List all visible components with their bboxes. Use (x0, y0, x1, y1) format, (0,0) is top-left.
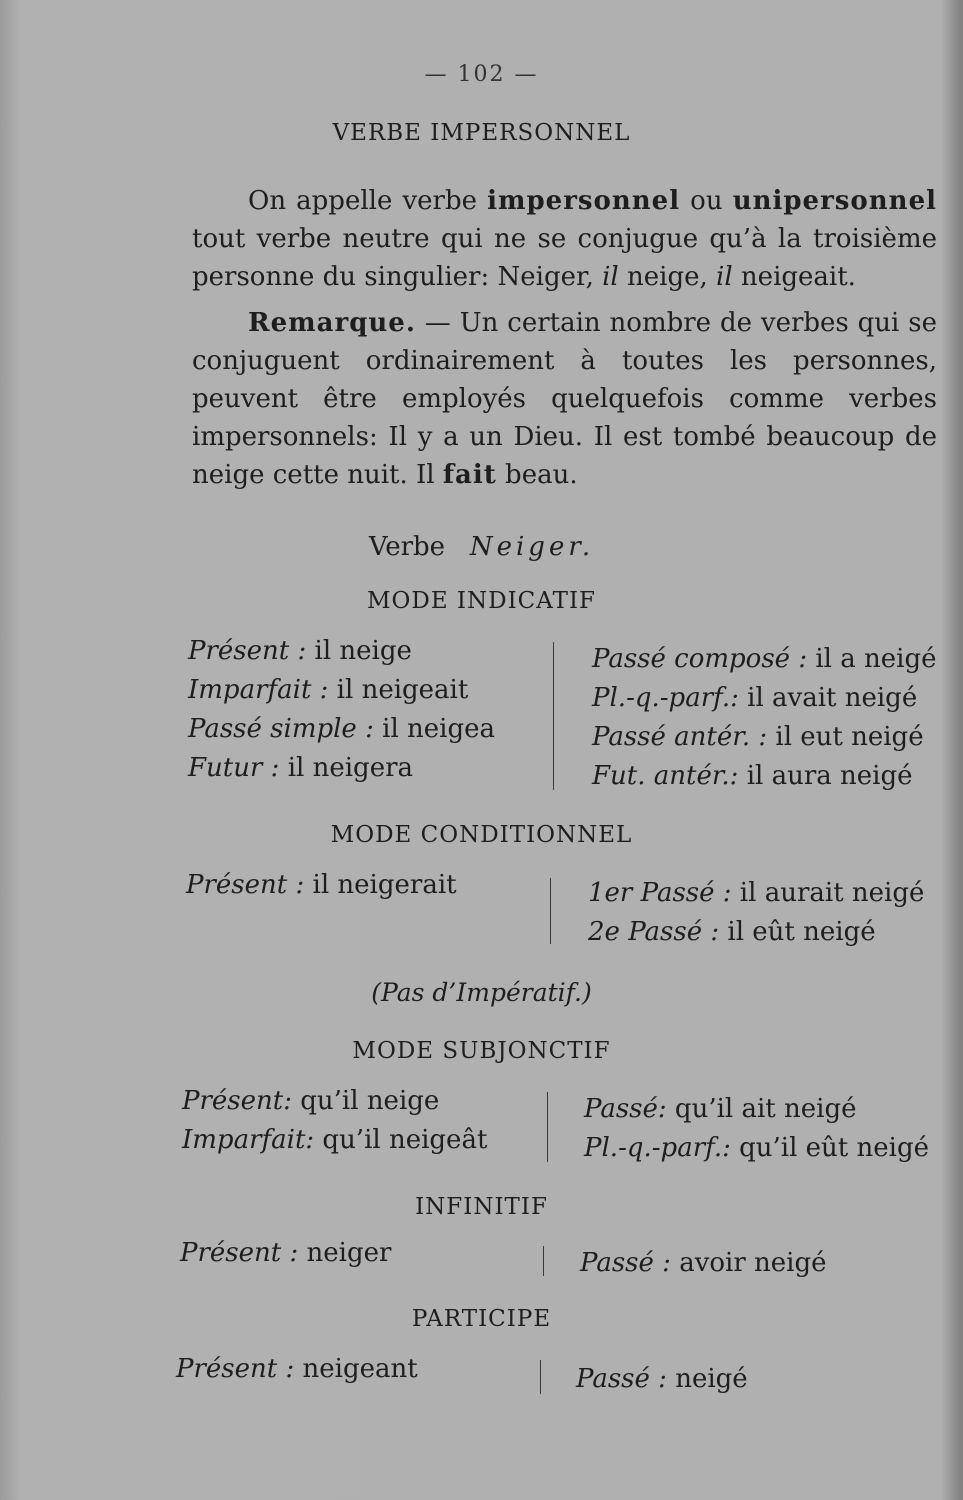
indicatif-passe-simple (188, 710, 495, 749)
column-divider (550, 878, 551, 944)
infinitif-present (180, 1234, 391, 1273)
tense-form: qu’il neige (292, 1086, 440, 1116)
remarque-fait: fait (442, 460, 497, 490)
imperatif-note (0, 978, 963, 1007)
imperatif-text: (Pas d’Impératif.) (371, 978, 592, 1007)
tense-label: 2e Passé : (588, 917, 720, 947)
term-unipersonnel: unipersonnel (732, 186, 937, 216)
tense-form: qu’il ait neigé (666, 1094, 857, 1124)
tense-label: Présent : (180, 1238, 299, 1268)
definition-paragraph (192, 182, 937, 296)
definition-end: neigeait. (732, 262, 856, 292)
remarque-label: Remarque. (248, 308, 416, 338)
tense-label: Passé composé : (592, 644, 808, 674)
indicatif-futur-anterieur (592, 757, 937, 796)
verb-name: Neiger. (469, 532, 595, 562)
tense-form: il a neigé (807, 644, 937, 674)
indicatif-present (188, 632, 495, 671)
participe-present (176, 1350, 418, 1389)
tense-form: il neigera (279, 753, 414, 783)
remarque-end: beau. (496, 460, 578, 490)
tense-form: il avait neigé (738, 683, 918, 713)
tense-label: Fut. antér.: (592, 761, 739, 791)
subjonctif-plus-que-parfait (584, 1129, 929, 1168)
tense-label: 1er Passé : (588, 878, 732, 908)
subjonctif-left-column (182, 1082, 487, 1160)
infinitif-heading: INFINITIF (415, 1194, 548, 1220)
subjonctif-passe (584, 1090, 929, 1129)
conditionnel-premier-passe (588, 874, 924, 913)
verb-label: Verbe (368, 532, 446, 562)
indicatif-passe-compose (592, 640, 937, 679)
indicatif-futur (188, 749, 495, 788)
tense-label: Présent: (182, 1086, 292, 1116)
tense-form: il aura neigé (738, 761, 913, 791)
tense-form: il neigerait (304, 870, 457, 900)
tense-label: Passé simple : (188, 714, 374, 744)
tense-label: Passé antér. : (592, 722, 768, 752)
tense-label: Futur : (188, 753, 280, 783)
definition-intro: On appelle verbe (248, 186, 488, 216)
page-number: — 102 — (424, 62, 539, 87)
participe-heading: PARTICIPE (411, 1306, 552, 1332)
tense-label: Passé: (584, 1094, 667, 1124)
tense-label: Passé : (576, 1364, 667, 1394)
tense-form: il neige (306, 636, 412, 666)
indicatif-heading: MODE INDICATIF (366, 588, 597, 614)
tense-label: Imparfait : (188, 675, 329, 705)
indicatif-imparfait (188, 671, 495, 710)
indicatif-plus-que-parfait (592, 679, 937, 718)
tense-form: il eût neigé (719, 917, 876, 947)
definition-body: tout verbe neutre qui ne se conjugue qu’à la troisième personne du singulier: Neiger, (192, 224, 937, 292)
column-divider (540, 1360, 541, 1394)
conditionnel-left-column (186, 866, 457, 905)
subjonctif-right-column (584, 1090, 929, 1168)
tense-label: Présent : (186, 870, 305, 900)
indicatif-right-column (592, 640, 937, 796)
section-title: VERBE IMPERSONNEL (332, 120, 631, 146)
indicatif-left-column (188, 632, 495, 788)
tense-label: Pl.-q.-parf.: (584, 1133, 731, 1163)
tense-form: neigé (666, 1364, 748, 1394)
tense-form: il neigea (373, 714, 495, 744)
column-divider (547, 1092, 548, 1162)
conditionnel-heading: MODE CONDITIONNEL (330, 822, 633, 848)
tense-label: Présent : (176, 1354, 295, 1384)
conditionnel-deuxieme-passe (588, 913, 924, 952)
tense-form: avoir neigé (670, 1248, 827, 1278)
term-impersonnel: impersonnel (487, 186, 681, 216)
tense-form: neigeant (294, 1354, 418, 1384)
tense-form: qu’il eût neigé (730, 1133, 929, 1163)
tense-label: Pl.-q.-parf.: (592, 683, 739, 713)
indicatif-passe-anterieur (592, 718, 937, 757)
conditionnel-right-column (588, 874, 924, 952)
definition-ou: ou (680, 186, 733, 216)
infinitif-passe (580, 1244, 827, 1283)
tense-form: neiger (298, 1238, 392, 1268)
tense-form: il neigeait (328, 675, 469, 705)
tense-form: il aurait neigé (731, 878, 925, 908)
verb-heading (0, 532, 963, 562)
tense-form: qu’il neigeât (314, 1125, 488, 1155)
definition-neige: neige, (618, 262, 717, 292)
remarque-text: — Un certain nombre de verbes qui se conjuguent ordinairement à toutes les personnes, peuvent être employés quelquefois comme verbes impersonnels: Il y a un Dieu. Il est tombé beaucoup de neige cette nuit. Il (192, 308, 937, 490)
subjonctif-heading: MODE SUBJONCTIF (352, 1038, 611, 1064)
conditionnel-present (186, 866, 457, 905)
tense-label: Passé : (580, 1248, 671, 1278)
subjonctif-imparfait (182, 1121, 487, 1160)
tense-form: il eut neigé (767, 722, 924, 752)
subjonctif-present (182, 1082, 487, 1121)
pronoun-il-2: il (716, 262, 733, 292)
column-divider (543, 1246, 544, 1276)
tense-label: Présent : (188, 636, 307, 666)
column-divider (553, 642, 554, 790)
remarque-paragraph (192, 304, 937, 494)
participe-passe (576, 1360, 748, 1399)
page-spine-shadow (941, 0, 963, 1500)
pronoun-il-1: il (602, 262, 619, 292)
tense-label: Imparfait: (182, 1125, 315, 1155)
